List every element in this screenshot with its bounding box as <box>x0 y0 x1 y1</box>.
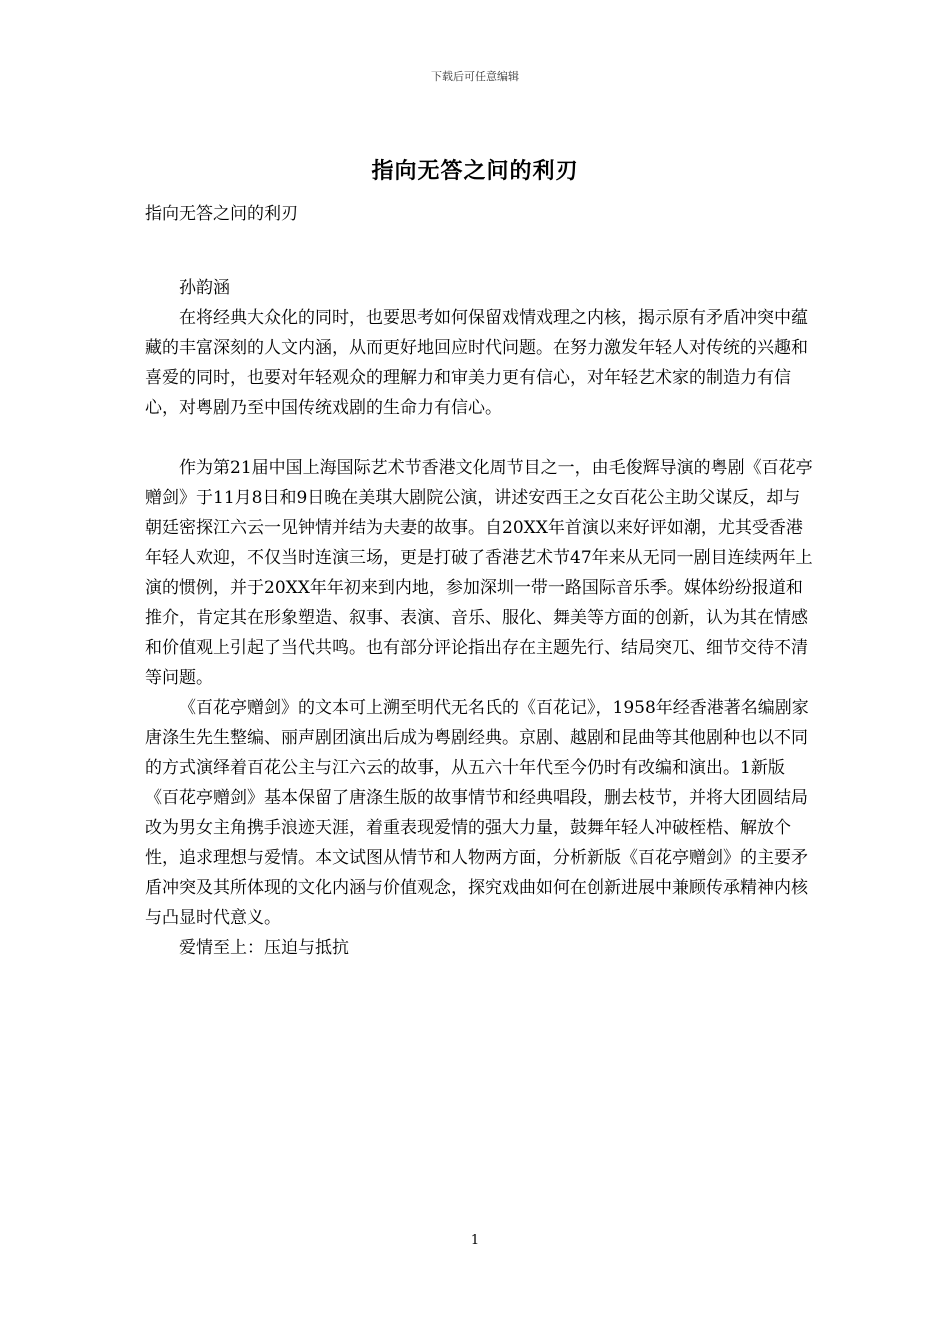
author-name: 孙韵涵 <box>179 278 230 298</box>
page-number: 1 <box>470 1233 480 1248</box>
document-subtitle: 指向无答之问的利刃 <box>145 204 298 224</box>
document-body <box>145 199 813 963</box>
paragraph-text-origin: 《百花亭赠剑》的文本可上溯至明代无名氏的《百花记》，1958年经香港著名编剧家唐涤生先生整编、丽声剧团演出后成为粤剧经典。京剧、越剧和昆曲等其他剧种也以不同的方式演绎着百花公主与江六云的故事，从五六十年代至今仍时有改编和演出。1新版《百花亭赠剑》基本保留了唐涤生版的故事情节和经典唱段，删去枝节，并将大团圆结局改为男女主角携手浪迹天涯，着重表现爱情的强大力量，鼓舞年轻人冲破桎梏、解放个性，追求理想与爱情。本文试图从情节和人物两方面，分析新版《百花亭赠剑》的主要矛盾冲突及其所体现的文化内涵与价值观念，探究戏曲如何在创新进展中兼顾传承精神内核与凸显时代意义。 <box>145 698 809 928</box>
paragraph-background: 作为第21届中国上海国际艺术节香港文化周节目之一，由毛俊辉导演的粤剧《百花亭赠剑》于11月8日和9日晚在美琪大剧院公演，讲述安西王之女百花公主助父谋反，却与朝廷密探江六云一见钟情并结为夫妻的故事。自20XX年首演以来好评如潮，尤其受香港年轻人欢迎，不仅当时连演三场，更是打破了香港艺术节47年来从无同一剧目连续两年上演的惯例，并于20XX年年初来到内地，参加深圳一带一路国际音乐季。媒体纷纷报道和推介，肯定其在形象塑造、叙事、表演、音乐、服化、舞美等方面的创新，认为其在情感和价值观上引起了当代共鸣。也有部分评论指出存在主题先行、结局突兀、细节交待不清等问题。 <box>145 458 813 688</box>
section-heading: 爱情至上：压迫与抵抗 <box>179 938 349 958</box>
page-header-note: 下载后可任意编辑 <box>431 70 519 83</box>
document-title: 指向无答之问的利刃 <box>371 158 579 184</box>
paragraph-intro: 在将经典大众化的同时，也要思考如何保留戏情戏理之内核，揭示原有矛盾冲突中蕴藏的丰富深刻的人文内涵，从而更好地回应时代问题。在努力激发年轻人对传统的兴趣和喜爱的同时，也要对年轻观众的理解力和审美力更有信心，对年轻艺术家的制造力有信心，对粤剧乃至中国传统戏剧的生命力有信心。 <box>145 308 808 418</box>
